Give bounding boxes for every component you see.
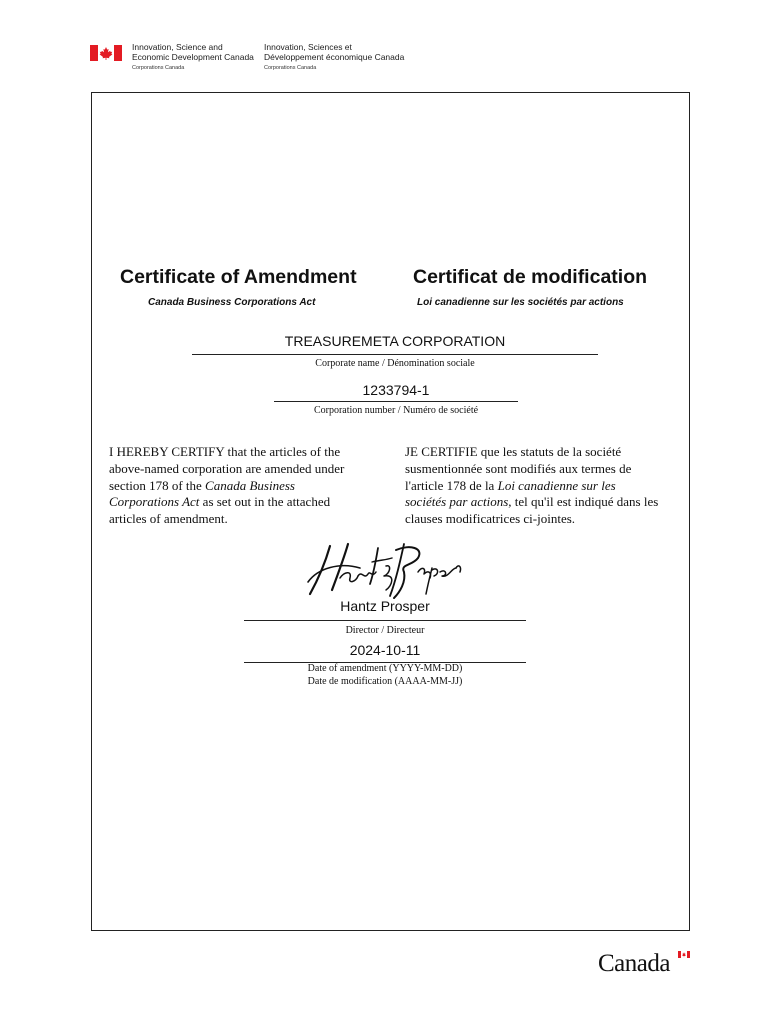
statement-en-line-4: Corporations Act as set out in the attached [109,494,331,510]
statement-en-line-5: articles of amendment. [109,511,228,527]
date-label-french: Date de modification (AAAA-MM-JJ) [307,676,463,687]
department-name-fr-line-1: Innovation, Sciences et [264,42,352,52]
act-reference-fr-part-1: Loi canadienne sur les [497,477,616,493]
act-name-english: Canada Business Corporations Act [148,297,316,308]
wordmark-flag-icon [678,951,690,958]
statement-en-line-2: above-named corporation are amended under [109,460,345,476]
corporation-number-label: Corporation number / Numéro de société [313,405,479,416]
act-reference-en-part-1: Canada Business [205,477,295,493]
department-name-english [132,42,254,72]
act-name-french: Loi canadienne sur les sociétés par actions [417,297,624,308]
date-label-english: Date of amendment (YYYY-MM-DD) [307,663,463,674]
canada-flag-icon [90,45,122,61]
director-signature [300,538,468,602]
act-reference-en-part-2: Corporations Act [109,494,200,510]
certificate-title-english: Certificate of Amendment [120,266,357,288]
certificate-title-french: Certificat de modification [413,266,648,288]
certification-statement-french [405,444,690,528]
certification-statement-english [109,444,379,528]
agency-name-english: Corporations Canada [132,65,185,71]
statement-fr-line-3: l'article 178 de la Loi canadienne sur les [405,477,616,493]
statement-fr-line-1: JE CERTIFIE que les statuts de la société [405,444,622,459]
agency-name-french: Corporations Canada [264,65,317,71]
signer-underline [244,620,526,621]
signer-title: Director / Directeur [345,625,425,636]
statement-en-line-3: section 178 of the Canada Business [109,477,295,493]
corporation-number: 1233794-1 [362,382,430,398]
canada-wordmark [598,950,694,978]
act-reference-fr-part-2: sociétés par actions [405,494,509,510]
corporate-name-underline [192,354,598,355]
statement-fr-line-4: sociétés par actions, tel qu'il est indiqué dans les [405,494,659,510]
corporate-name-label: Corporate name / Dénomination sociale [315,358,475,369]
signer-name: Hantz Prosper [340,598,430,614]
statement-fr-line-5: clauses modificatrices ci-jointes. [405,511,576,527]
government-header [90,42,510,78]
department-name-french [264,42,404,72]
corporate-name: TREASUREMETA CORPORATION [284,333,506,349]
department-name-fr-line-2: Développement économique Canada [264,52,405,62]
department-name-en-line-1: Innovation, Science and [132,42,223,52]
statement-en-line-1: I HEREBY CERTIFY that the articles of the [109,444,341,459]
amendment-date: 2024-10-11 [349,642,421,658]
statement-fr-line-2: susmentionnée sont modifiés aux termes de [405,460,632,476]
department-name-en-line-2: Economic Development Canada [132,52,254,62]
corporation-number-underline [274,401,518,402]
canada-wordmark-text: Canada [598,950,670,977]
